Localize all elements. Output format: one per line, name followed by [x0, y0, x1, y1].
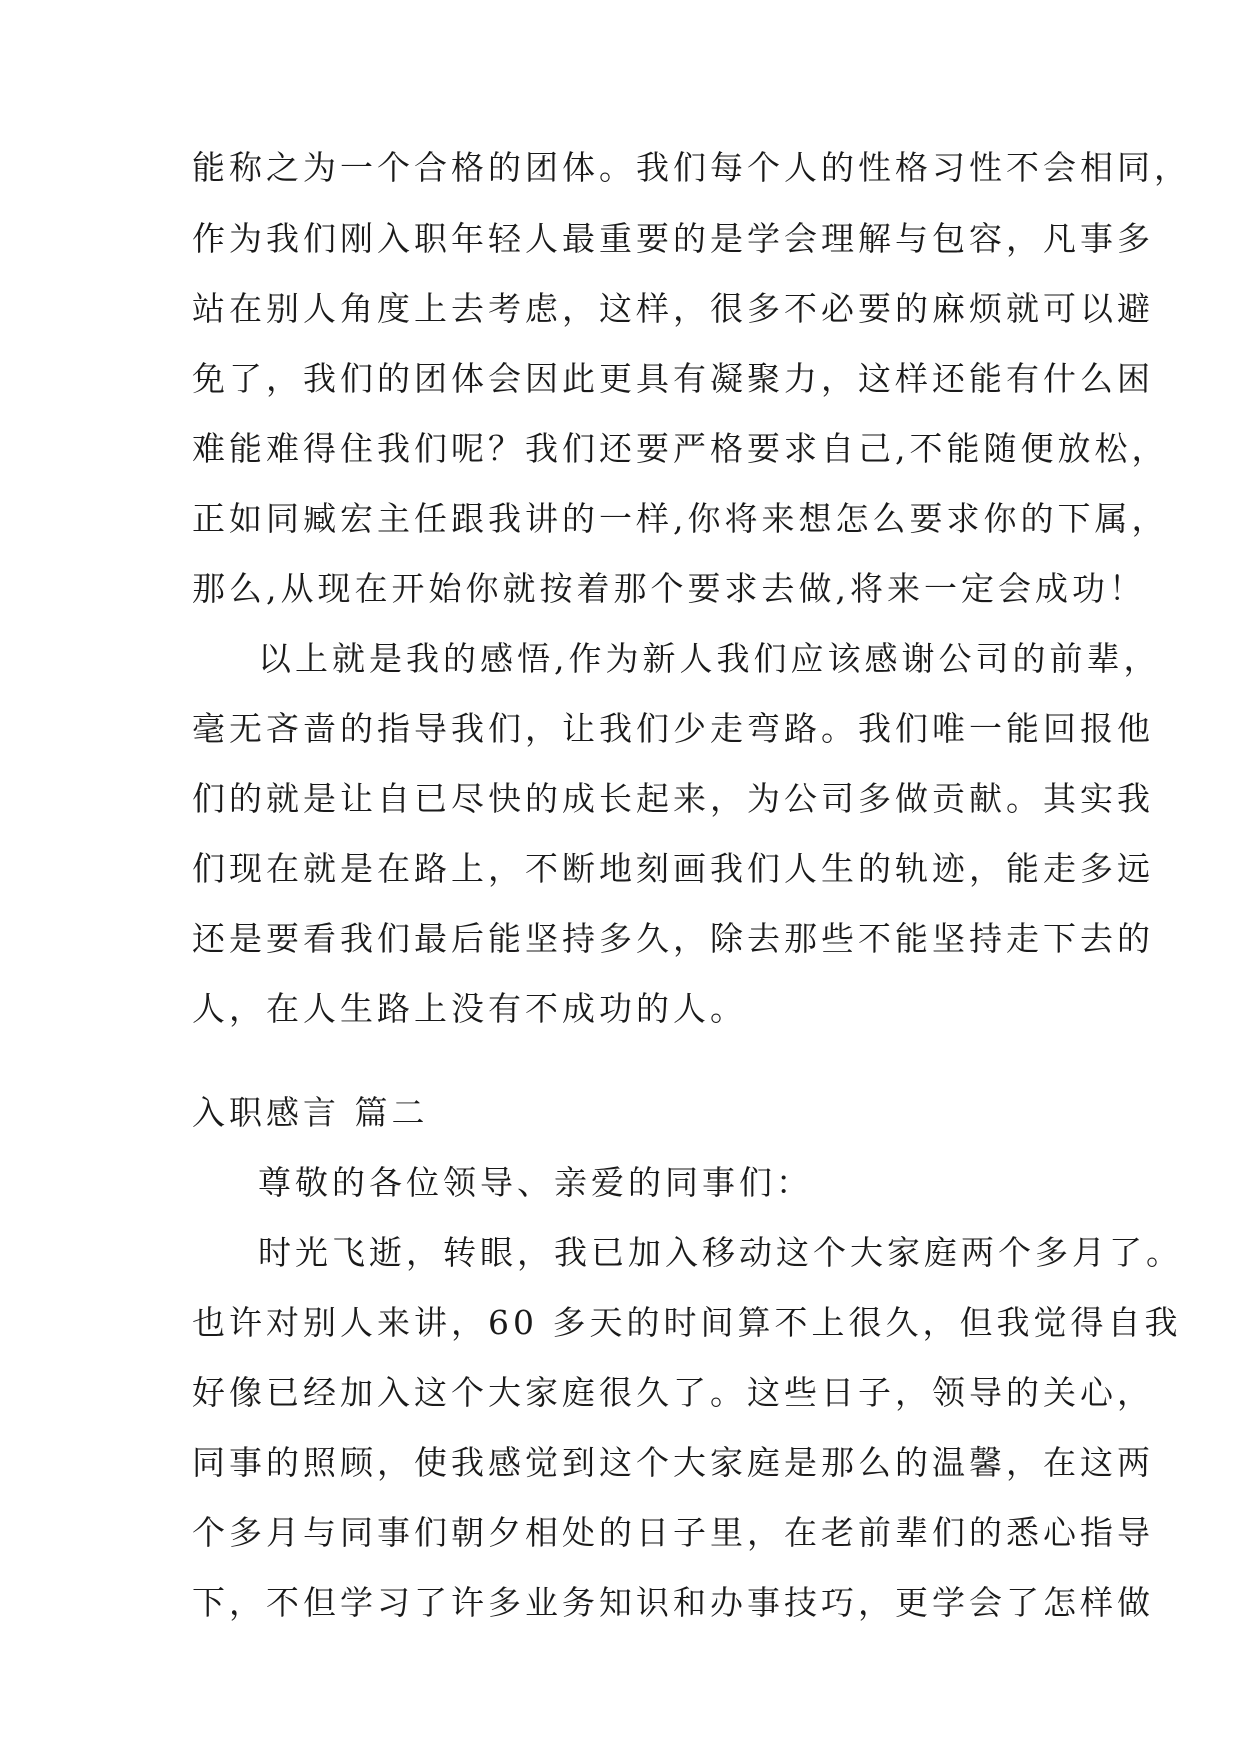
- text-line: 们的就是让自已尽快的成长起来，为公司多做贡献。其实我: [192, 779, 1154, 818]
- text-line: 个多月与同事们朝夕相处的日子里，在老前辈们的悉心指导: [192, 1513, 1154, 1552]
- text-line: 们现在就是在路上，不断地刻画我们人生的轨迹，能走多远: [192, 849, 1154, 888]
- text-line: 难能难得住我们呢？我们还要严格要求自己,不能随便放松，: [192, 429, 1169, 468]
- text-line: 也许对别人来讲，60 多天的时间算不上很久，但我觉得自我: [192, 1303, 1182, 1342]
- text-line: 毫无吝啬的指导我们，让我们少走弯路。我们唯一能回报他: [192, 709, 1154, 748]
- text-line: 时光飞逝，转眼，我已加入移动这个大家庭两个多月了。: [258, 1233, 1183, 1272]
- text-line: 人，在人生路上没有不成功的人。: [192, 989, 747, 1028]
- section-heading: 入职感言 篇二: [192, 1093, 429, 1132]
- text-line: 能称之为一个合格的团体。我们每个人的性格习性不会相同，: [192, 148, 1191, 187]
- text-line: 同事的照顾，使我感觉到这个大家庭是那么的温馨，在这两: [192, 1443, 1154, 1482]
- text-line: 尊敬的各位领导、亲爱的同事们：: [258, 1163, 813, 1202]
- text-line: 还是要看我们最后能坚持多久，除去那些不能坚持走下去的: [192, 919, 1154, 958]
- text-line: 下，不但学习了许多业务知识和办事技巧，更学会了怎样做: [192, 1583, 1154, 1622]
- text-line: 作为我们刚入职年轻人最重要的是学会理解与包容，凡事多: [192, 219, 1154, 258]
- text-line: 好像已经加入这个大家庭很久了。这些日子，领导的关心，: [192, 1373, 1154, 1412]
- text-line: 以上就是我的感悟,作为新人我们应该感谢公司的前辈，: [258, 639, 1161, 678]
- text-line: 站在别人角度上去考虑，这样，很多不必要的麻烦就可以避: [192, 289, 1154, 328]
- text-line: 正如同臧宏主任跟我讲的一样,你将来想怎么要求你的下属，: [192, 499, 1169, 538]
- text-line: 那么,从现在开始你就按着那个要求去做,将来一定会成功！: [192, 569, 1146, 608]
- text-line: 免了，我们的团体会因此更具有凝聚力，这样还能有什么困: [192, 359, 1154, 398]
